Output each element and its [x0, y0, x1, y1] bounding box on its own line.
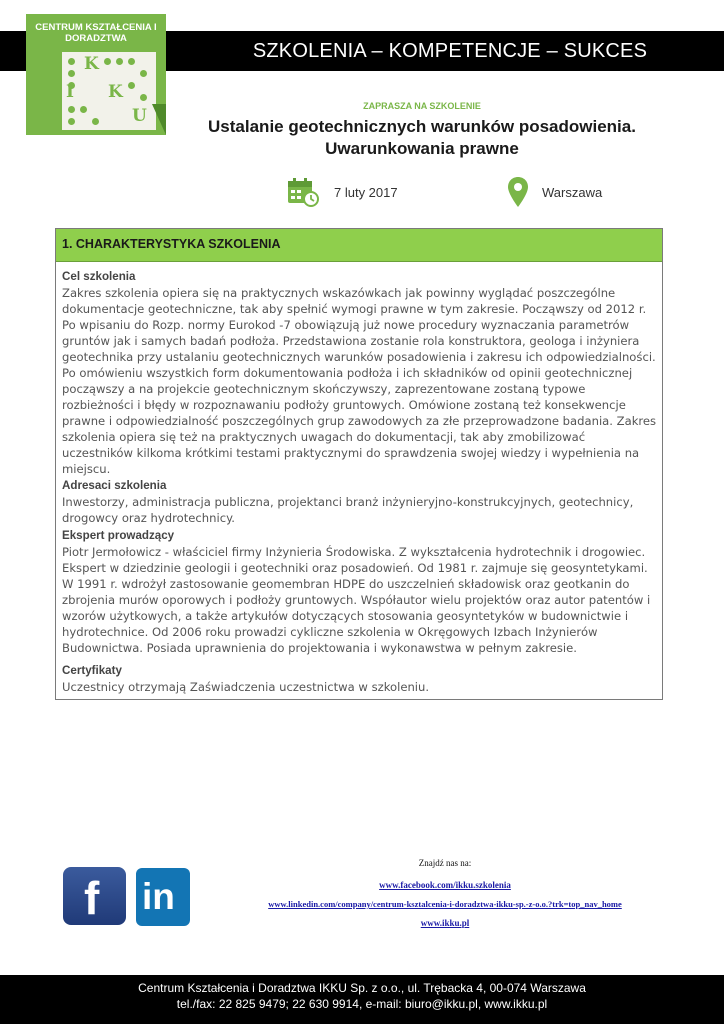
course-title-line2: Uwarunkowania prawne [325, 139, 519, 158]
linkedin-icon[interactable] [136, 868, 190, 926]
logo-dot [104, 58, 111, 65]
logo-dot [128, 58, 135, 65]
logo-dot [128, 82, 135, 89]
footer-address: Centrum Kształcenia i Doradztwa IKKU Sp. z o.o., ul. Trębacka 4, 00-074 Warszawa [138, 981, 586, 995]
expert-title: Ekspert prowadzący [62, 529, 175, 542]
audience-text: Inwestorzy, administracja publiczna, projektanci branż inżynieryjno-konstrukcyjnych, geotechnicy, drogowcy oraz hydrotechnicy. [62, 495, 634, 525]
audience-block [62, 478, 658, 526]
course-title [180, 116, 664, 160]
certificate-title: Certyfikaty [62, 664, 122, 677]
course-details-box [55, 228, 663, 700]
goal-text: Zakres szkolenia opiera się na praktycznych wskazówkach jak powinny wyglądać poszczególne dokumentacje geotechniczne, tak aby spełnić wymogi prawne w tym zakresie. Począwszy od 2012 r. Po wpisaniu do Rozp. normy Eurokod -7 obowiązują już nowe procedury wyznaczania parametrów gruntów jak i samych badań podłoża. Przedstawiona zostanie rola konstruktora, geologa i inżyniera geotechnika przy ustalaniu geotechnicznych warunków posadowienia i zakresu ich odpowiedzialności. Po omówieniu wszystkich form dokumentowania podłoża i ich składników od opinii geotechnicznej począwszy a na projekcie geotechnicznym skończywszy, zaprezentowane zostaną typowe rozbieżności i błędy w rozpoznawaniu podłoży gruntowych. Omówione zostaną też konsekwencje prawne i odpowiedzialność poszczególnych grup zawodowych za złe przeprowadzone badania. Zakres szkolenia opiera się też na praktycznych uwagach do dokumentacji, tak aby zmobilizować uczestników kilkoma krótkimi testami praktycznymi do sprawdzenia swojej wiedzy i wypełnienia na miejscu. [62, 286, 657, 476]
linkedin-glyph: in [142, 876, 175, 917]
ikku-logo [26, 14, 166, 135]
facebook-icon[interactable] [63, 867, 126, 925]
expert-block [62, 528, 658, 656]
event-date: 7 luty 2017 [334, 185, 398, 200]
logo-dot [92, 118, 99, 125]
goal-block [62, 269, 658, 477]
facebook-glyph: f [84, 872, 100, 924]
logo-letter: K [108, 82, 123, 102]
website-link[interactable]: www.ikku.pl [420, 918, 470, 928]
event-location: Warszawa [542, 185, 603, 200]
logo-dot [68, 70, 75, 77]
audience-title: Adresaci szkolenia [62, 479, 167, 492]
linkedin-link[interactable]: www.linkedin.com/company/centrum-ksztalcenia-i-doradztwa-ikku-sp.-z-o.o.?trk=top_nav_home [268, 899, 622, 909]
slogan: SZKOLENIA – KOMPETENCJE – SUKCES [252, 40, 648, 62]
logo-dot [140, 94, 147, 101]
logo-dot [116, 58, 123, 65]
logo-dot [68, 118, 75, 125]
logo-letter: K [84, 54, 99, 74]
facebook-link[interactable]: www.facebook.com/ikku.szkolenia [379, 880, 511, 890]
footer-contact: tel./fax: 22 825 9479; 22 630 9914, e-mail: biuro@ikku.pl, www.ikku.pl [176, 997, 548, 1011]
logo-dot [68, 58, 75, 65]
section-title: 1. CHARAKTERYSTYKA SZKOLENIA [62, 237, 281, 251]
certificate-text: Uczestnicy otrzymają Zaświadczenia uczestnictwa w szkoleniu. [62, 680, 430, 694]
logo-title: CENTRUM KSZTAŁCENIA I DORADZTWA [35, 22, 157, 44]
logo-dot [140, 70, 147, 77]
logo-letter: I [66, 82, 74, 102]
footer-bar [0, 975, 724, 1024]
map-pin-icon [507, 176, 529, 208]
calendar-icon [287, 177, 319, 207]
certificate-block [62, 663, 658, 695]
logo-letter: U [132, 106, 147, 126]
find-us-label: Znajdź nas na: [418, 858, 472, 868]
goal-title: Cel szkolenia [62, 270, 136, 283]
expert-text: Piotr Jermołowicz - właściciel firmy Inżynieria Środowiska. Z wykształcenia hydrotechnik i drogowiec. Ekspert w dziedzinie geologii i geotechniki oraz posadowień. Od 1981 r. zajmuje się geosyntetykami. W 1991 r. wdrożył zastosowanie geomembran HDPE do uszczelnień składowisk oraz geotkanin do zbrojenia murów oporowych i podłoży gruntowych. Współautor wielu projektów oraz autor patentów i wzorów użytkowych, a także artykułów dotyczących stosowania geosyntetyków w budownictwie i hydrotechnice. Od 2006 roku prowadzi cykliczne szkolenia w Okręgowych Izbach Inżynierów Budownictwa. Posiada uprawnienia do projektowania i wykonawstwa w pełnym zakresie. [62, 545, 651, 655]
course-title-line1: Ustalanie geotechnicznych warunków posadowienia. [208, 117, 636, 136]
logo-tile [62, 52, 156, 130]
section-header [56, 229, 662, 262]
invites-label: ZAPRASZA NA SZKOLENIE [363, 101, 481, 111]
